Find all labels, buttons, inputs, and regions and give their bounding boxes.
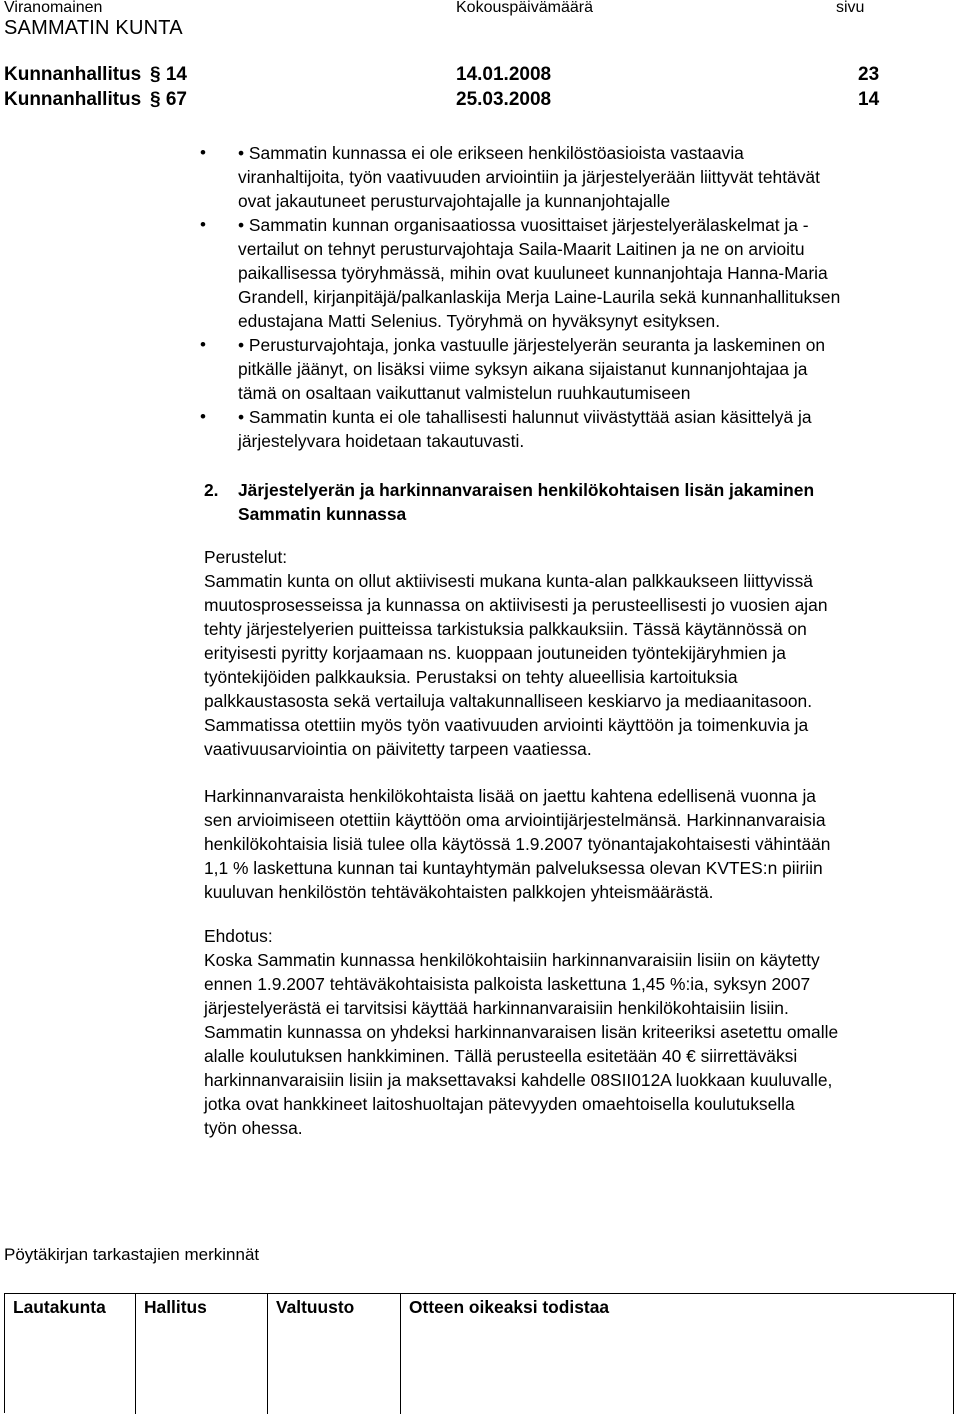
- paragraph-line: palkkaustasosta sekä vertailuja valtakunnalliseen keskiarvo ja mediaanitasoon.: [204, 691, 813, 711]
- perustelut-label: Perustelut:: [204, 547, 288, 567]
- list-item-line: paikallisessa työryhmässä, mihin ovat kuuluneet kunnanjohtaja Hanna-Maria: [238, 263, 828, 283]
- organization-name: SAMMATIN KUNTA: [4, 17, 183, 39]
- list-item-line: viranhaltijoita, työn vaativuuden arviointiin ja järjestelyerään liittyvät tehtävät: [238, 167, 820, 187]
- bullet-icon: •: [200, 143, 206, 162]
- meeting-body: Kunnanhallitus: [4, 89, 142, 110]
- meeting-section: § 67: [150, 89, 187, 110]
- meeting-date: 14.01.2008: [456, 64, 552, 85]
- paragraph-line: muutosprosesseissa ja kunnassa on aktiivisesti ja perusteellisesti jo vuosien ajan: [204, 595, 828, 615]
- list-item: [200, 333, 935, 405]
- paragraph-line: työntekijöiden palkkauksia. Perustaksi on tehty alueellisia kartoituksia: [204, 667, 738, 687]
- ehdotus-label: Ehdotus:: [204, 926, 273, 946]
- harkinnanvarainen-paragraph: [204, 784, 944, 904]
- stamp-cell-certification: Otteen oikeaksi todistaa: [401, 1294, 954, 1414]
- ehdotus-paragraph: [204, 924, 944, 1140]
- bullet-icon: •: [200, 335, 206, 354]
- stamp-cell-hallitus: Hallitus: [136, 1294, 268, 1414]
- section-number: 2.: [204, 480, 219, 500]
- list-item-line: edustajana Matti Selenius. Työryhmä on hyväksynyt esityksen.: [238, 311, 721, 331]
- meeting-date: 25.03.2008: [456, 89, 552, 110]
- meeting-section: § 14: [150, 64, 187, 85]
- paragraph-line: kuuluvan henkilöstön tehtäväkohtaisten palkkojen yhteismäärästä.: [204, 882, 714, 902]
- meeting-body: Kunnanhallitus: [4, 64, 142, 85]
- list-item: [200, 213, 935, 333]
- paragraph-line: tehty järjestelyerien puitteissa tarkistuksia palkkauksiin. Tässä käytännössä on: [204, 619, 807, 639]
- list-item-line: • Sammatin kunnan organisaatiossa vuosittaiset järjestelyerälaskelmat ja -: [238, 215, 809, 235]
- list-item-line: • Sammatin kunnassa ei ole erikseen henkilöstöasioista vastaavia: [238, 143, 744, 163]
- paragraph-line: järjestelyerästä ei tarvitsisi käyttää harkinnanvaraisiin henkilökohtaisiin lisiin.: [204, 998, 789, 1018]
- authority-label: Viranomainen: [4, 0, 103, 16]
- list-item-line: ovat jakautuneet perusturvajohtajalle ja kunnanjohtajalle: [238, 191, 671, 211]
- list-item-line: vertailut on tehnyt perusturvajohtaja Saila-Maarit Laitinen ja ne on arvioitu: [238, 239, 805, 259]
- paragraph-line: vaativuusarviointia on päivitetty tarpeen vaatiessa.: [204, 739, 592, 759]
- section-title: [238, 478, 814, 526]
- reviewer-marks-label: Pöytäkirjan tarkastajien merkinnät: [4, 1245, 260, 1264]
- list-item: [200, 141, 935, 213]
- list-item-line: tämä on osaltaan vaikuttanut valmistelun ruuhkautumiseen: [238, 383, 691, 403]
- paragraph-line: harkinnanvaraisiin lisiin ja maksettavaksi kahdelle 08SII012A luokkaan kuuluvalle,: [204, 1070, 833, 1090]
- list-item-line: pitkälle jäänyt, on lisäksi viime syksyn aikana sijaistanut kunnanjohtajaa ja: [238, 359, 808, 379]
- list-item-line: • Perusturvajohtaja, jonka vastuulle järjestelyerän seuranta ja laskeminen on: [238, 335, 826, 355]
- paragraph-line: Harkinnanvaraista henkilökohtaista lisää on jaettu kahtena edellisenä vuonna ja: [204, 786, 816, 806]
- meeting-page: 23: [858, 64, 880, 85]
- paragraph-line: 1,1 % laskettuna kunnan tai kuntayhtymän palveluksessa olevan KVTES:n piiriin: [204, 858, 823, 878]
- page-label: sivu: [836, 0, 865, 16]
- stamp-table: [4, 1293, 956, 1413]
- bullet-icon: •: [200, 215, 206, 234]
- paragraph-line: työn ohessa.: [204, 1118, 303, 1138]
- stamp-cell-lautakunta: Lautakunta: [5, 1294, 136, 1414]
- paragraph-line: Sammatin kunta on ollut aktiivisesti mukana kunta-alan palkkaukseen liittyvissä: [204, 571, 813, 591]
- paragraph-line: erityisesti pyritty korjaamaan ns. kuoppaan joutuneiden työntekijäryhmien ja: [204, 643, 786, 663]
- list-item-line: • Sammatin kunta ei ole tahallisesti halunnut viivästyttää asian käsittelyä ja: [238, 407, 812, 427]
- paragraph-line: Sammatissa otettiin myös työn vaativuuden arviointi käyttöön ja toimenkuvia ja: [204, 715, 809, 735]
- bullet-list: [200, 141, 935, 453]
- section-title-line: Sammatin kunnassa: [238, 504, 407, 524]
- paragraph-line: henkilökohtaisia lisiä tulee olla käytössä 1.9.2007 työnantajakohtaisesti vähintään: [204, 834, 831, 854]
- list-item-line: Grandell, kirjanpitäjä/palkanlaskija Merja Laine-Laurila sekä kunnanhallituksen: [238, 287, 841, 307]
- paragraph-line: Sammatin kunnassa on yhdeksi harkinnanvaraisen lisän kriteeriksi asetettu omalle: [204, 1022, 839, 1042]
- stamp-cell-valtuusto: Valtuusto: [268, 1294, 401, 1414]
- meeting-page: 14: [858, 89, 880, 110]
- bullet-icon: •: [200, 407, 206, 426]
- list-item: [200, 405, 935, 453]
- paragraph-line: sen arvioimiseen otettiin käyttöön oma arviointijärjestelmänsä. Harkinnanvaraisia: [204, 810, 826, 830]
- date-label: Kokouspäivämäärä: [456, 0, 593, 16]
- list-item-line: järjestelyvara hoidetaan takautuvasti.: [238, 431, 525, 451]
- paragraph-line: ennen 1.9.2007 tehtäväkohtaisista palkoista laskettuna 1,45 %:ia, syksyn 2007: [204, 974, 811, 994]
- paragraph-line: alalle koulutuksen hankkiminen. Tällä perusteella esitetään 40 € siirrettäväksi: [204, 1046, 798, 1066]
- paragraph-line: Koska Sammatin kunnassa henkilökohtaisiin harkinnanvaraisiin lisiin on käytetty: [204, 950, 820, 970]
- perustelut-paragraph: [204, 545, 944, 761]
- paragraph-line: jotka ovat hankkineet laitoshuoltajan pätevyyden omaehtoisella koulutuksella: [204, 1094, 795, 1114]
- section-title-line: Järjestelyerän ja harkinnanvaraisen henkilökohtaisen lisän jakaminen: [238, 480, 815, 500]
